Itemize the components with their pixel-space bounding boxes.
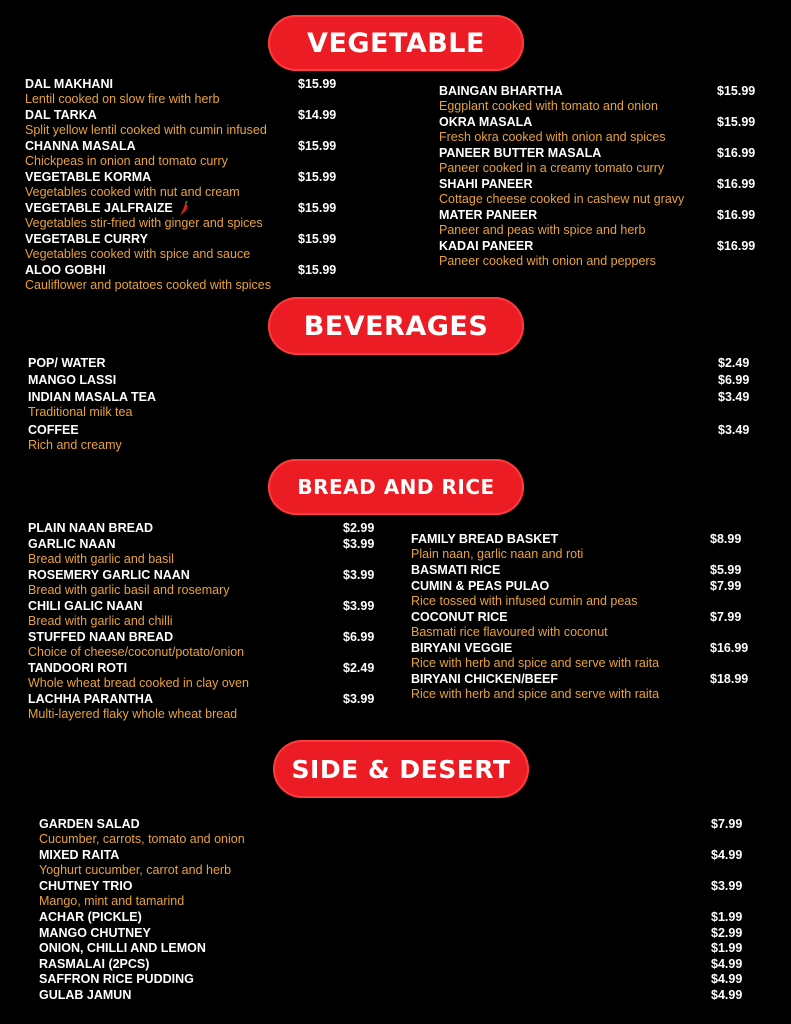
menu-item-description: Yoghurt cucumber, carrot and herb: [39, 863, 232, 877]
menu-item: [28, 356, 753, 373]
menu-item-name: MATER PANEER: [439, 208, 538, 222]
menu-item-description: Multi-layered flaky whole wheat bread: [28, 706, 238, 721]
menu-item-price: $15.99: [717, 115, 756, 129]
menu-item: [25, 77, 345, 108]
menu-item-price: $1.99: [711, 941, 743, 955]
menu-item-description: Split yellow lentil cooked with cumin infused: [25, 123, 267, 137]
bread-left-column: [28, 521, 378, 723]
menu-item: [28, 599, 378, 630]
menu-item: [411, 579, 756, 610]
menu-item: [39, 926, 744, 942]
menu-item-price: $6.99: [343, 629, 375, 644]
menu-item-description: Vegetables cooked with nut and cream: [25, 185, 240, 199]
menu-item-price: $15.99: [298, 201, 337, 215]
menu-item-name: PANEER BUTTER MASALA: [439, 146, 602, 160]
menu-item-price: $7.99: [711, 817, 743, 831]
menu-item-name: DAL MAKHANI: [25, 77, 113, 91]
menu-item-price: $3.99: [343, 691, 375, 706]
menu-item-price: $15.99: [298, 139, 337, 153]
menu-item-name: BAINGAN BHARTHA: [439, 84, 563, 98]
menu-item-description: Cauliflower and potatoes cooked with spices: [25, 278, 271, 292]
menu-item: [28, 692, 378, 723]
menu-item-name: CHUTNEY TRIO: [39, 879, 133, 893]
menu-item: [28, 423, 753, 457]
menu-item-price: $7.99: [710, 578, 742, 593]
menu-item-name: ROSEMERY GARLIC NAAN: [28, 567, 190, 582]
menu-item: [411, 610, 756, 641]
menu-item: [25, 139, 345, 170]
menu-item-price: $3.99: [343, 598, 375, 613]
menu-item: [25, 263, 345, 294]
menu-item-description: Basmati rice flavoured with coconut: [411, 624, 608, 639]
menu-item-price: $3.49: [718, 423, 750, 438]
menu-item-price: $15.99: [298, 77, 337, 91]
menu-item-name: BIRYANI VEGGIE: [411, 640, 513, 655]
menu-item-description: Paneer and peas with spice and herb: [439, 223, 646, 237]
menu-item-description: Chickpeas in onion and tomato curry: [25, 154, 228, 168]
menu-item-name: VEGETABLE CURRY: [25, 232, 148, 246]
menu-item-name: SAFFRON RICE PUDDING: [39, 972, 194, 986]
menu-item-price: $3.99: [343, 536, 375, 551]
menu-item-description: Bread with garlic and basil: [28, 551, 174, 566]
menu-item-price: $4.99: [711, 956, 743, 971]
menu-item-name: CHILI GALIC NAAN: [28, 598, 143, 613]
menu-item-description: Bread with garlic basil and rosemary: [28, 582, 230, 597]
menu-item-name: BASMATI RICE: [411, 563, 501, 577]
menu-item-name: GARDEN SALAD: [39, 817, 140, 831]
menu-item: [439, 208, 759, 239]
menu-item-description: Traditional milk tea: [28, 404, 133, 419]
menu-item-description: Lentil cooked on slow fire with herb: [25, 92, 220, 106]
menu-item-name: VEGETABLE KORMA: [25, 170, 152, 184]
vegetable-right-column: [439, 84, 759, 270]
menu-item: [439, 239, 759, 270]
menu-item-price: $16.99: [717, 208, 756, 222]
menu-item-name: ALOO GOBHI: [25, 263, 106, 277]
menu-item: [39, 988, 744, 1004]
menu-item: [39, 941, 744, 957]
menu-item: [28, 568, 378, 599]
chili-pepper-icon: [177, 200, 191, 216]
menu-item: [439, 146, 759, 177]
menu-item-price: $3.99: [343, 567, 375, 582]
menu-item-name: CHANNA MASALA: [25, 139, 136, 153]
menu-item-price: $4.99: [711, 848, 743, 862]
menu-item-price: $4.99: [711, 972, 743, 986]
menu-item-price: $1.99: [711, 910, 743, 924]
menu-item: [411, 641, 756, 672]
menu-item-price: $15.99: [298, 232, 337, 246]
beverages-list: [28, 356, 753, 457]
menu-item-price: $15.99: [298, 263, 337, 277]
menu-item-name: KADAI PANEER: [439, 239, 534, 253]
menu-item-description: Mango, mint and tamarind: [39, 894, 185, 908]
menu-item: [25, 232, 345, 263]
menu-item-price: $16.99: [717, 177, 756, 191]
menu-item-price: $16.99: [717, 146, 756, 160]
menu-item-name: INDIAN MASALA TEA: [28, 389, 157, 404]
menu-item: [28, 521, 378, 537]
menu-item: [28, 630, 378, 661]
menu-item-price: $14.99: [298, 108, 337, 122]
menu-item: [25, 201, 345, 232]
menu-item-price: $15.99: [298, 170, 337, 184]
menu-item-price: $18.99: [710, 671, 749, 686]
menu-item-name: ACHAR (PICKLE): [39, 910, 142, 924]
menu-item: [439, 177, 759, 208]
menu-item-description: Vegetables cooked with spice and sauce: [25, 247, 251, 261]
menu-item-description: Rice with herb and spice and serve with raita: [411, 655, 660, 670]
menu-item-description: Plain naan, garlic naan and roti: [411, 547, 584, 561]
menu-item: [411, 532, 756, 563]
menu-item-description: Vegetables stir-fried with ginger and spices: [25, 216, 263, 230]
bread-rice-title: BREAD AND RICE: [297, 475, 495, 499]
menu-item-name: MIXED RAITA: [39, 848, 120, 862]
menu-item-name: VEGETABLE JALFRAIZE: [25, 201, 173, 215]
menu-item-description: Choice of cheese/coconut/potato/onion: [28, 644, 245, 659]
menu-item: [28, 390, 753, 424]
menu-item-name: MANGO CHUTNEY: [39, 925, 151, 940]
vegetable-title: VEGETABLE: [307, 27, 485, 59]
menu-item-name: GARLIC NAAN: [28, 536, 116, 551]
menu-item-price: $4.99: [711, 987, 743, 1002]
menu-item-name: GULAB JAMUN: [39, 987, 132, 1002]
menu-item-name: LACHHA PARANTHA: [28, 691, 153, 706]
menu-item: [439, 84, 759, 115]
menu-item-name: RASMALAI (2PCS): [39, 956, 150, 971]
menu-item-description: Rich and creamy: [28, 438, 122, 453]
menu-item-name: OKRA MASALA: [439, 115, 533, 129]
menu-item-description: Rice with herb and spice and serve with raita: [411, 686, 660, 701]
menu-item-description: Cottage cheese cooked in cashew nut gravy: [439, 192, 685, 206]
menu-item-name: CUMIN & PEAS PULAO: [411, 578, 550, 593]
menu-item: [25, 170, 345, 201]
menu-item: [25, 108, 345, 139]
menu-item-price: $6.99: [718, 372, 750, 387]
menu-item: [439, 115, 759, 146]
menu-item: [28, 661, 378, 692]
menu-item-name: COCONUT RICE: [411, 609, 508, 624]
vegetable-left-column: [25, 77, 345, 294]
rice-right-column: [411, 532, 756, 703]
menu-item-name: STUFFED NAAN BREAD: [28, 629, 174, 644]
menu-item-price: $5.99: [710, 563, 742, 577]
side-desert-list: [39, 817, 744, 1003]
menu-item: [28, 537, 378, 568]
menu-item: [411, 672, 756, 703]
menu-item-description: Paneer cooked with onion and peppers: [439, 254, 656, 268]
menu-item-description: Rice tossed with infused cumin and peas: [411, 593, 638, 608]
menu-item: [39, 879, 744, 910]
side-desert-title: SIDE & DESERT: [291, 754, 511, 784]
menu-item-description: Fresh okra cooked with onion and spices: [439, 130, 666, 144]
menu-item-price: $3.99: [711, 879, 743, 893]
menu-item-price: $16.99: [710, 640, 749, 655]
menu-item-name: TANDOORI ROTI: [28, 660, 128, 675]
menu-item-description: Paneer cooked in a creamy tomato curry: [439, 161, 665, 175]
menu-item-price: $8.99: [710, 532, 742, 546]
section-header-side-desert: [273, 740, 529, 798]
menu-item-name: ONION, CHILLI AND LEMON: [39, 941, 206, 955]
menu-item: [39, 957, 744, 973]
menu-item-price: $7.99: [710, 609, 742, 624]
menu-item-name: COFFEE: [28, 423, 79, 438]
menu-item: [411, 563, 756, 579]
menu-item-price: $16.99: [717, 239, 756, 253]
menu-item-description: Whole wheat bread cooked in clay oven: [28, 675, 249, 690]
menu-item-price: $2.99: [343, 521, 375, 535]
menu-item-price: $2.49: [718, 356, 750, 370]
menu-item-name: FAMILY BREAD BASKET: [411, 532, 559, 546]
menu-item-price: $2.49: [343, 660, 375, 675]
menu-item-name: DAL TARKA: [25, 108, 97, 122]
menu-item-name: POP/ WATER: [28, 356, 106, 370]
menu-item-price: $2.99: [711, 925, 743, 940]
menu-item: [39, 972, 744, 988]
menu-item-name: SHAHI PANEER: [439, 177, 533, 191]
menu-item-description: Bread with garlic and chilli: [28, 613, 173, 628]
menu-item-description: Cucumber, carrots, tomato and onion: [39, 832, 245, 846]
section-header-beverages: [268, 297, 524, 355]
menu-item-price: $15.99: [717, 84, 756, 98]
section-header-bread-rice: [268, 459, 524, 515]
menu-item: [39, 817, 744, 848]
menu-item: [39, 848, 744, 879]
beverages-title: BEVERAGES: [303, 310, 489, 342]
menu-item-name: BIRYANI CHICKEN/BEEF: [411, 671, 559, 686]
menu-item-name: MANGO LASSI: [28, 372, 117, 387]
menu-item: [39, 910, 744, 926]
menu-item-description: Eggplant cooked with tomato and onion: [439, 99, 658, 113]
menu-item-price: $3.49: [718, 389, 750, 404]
menu-item: [28, 373, 753, 390]
section-header-vegetable: [268, 15, 524, 71]
menu-item-name: PLAIN NAAN BREAD: [28, 521, 153, 535]
